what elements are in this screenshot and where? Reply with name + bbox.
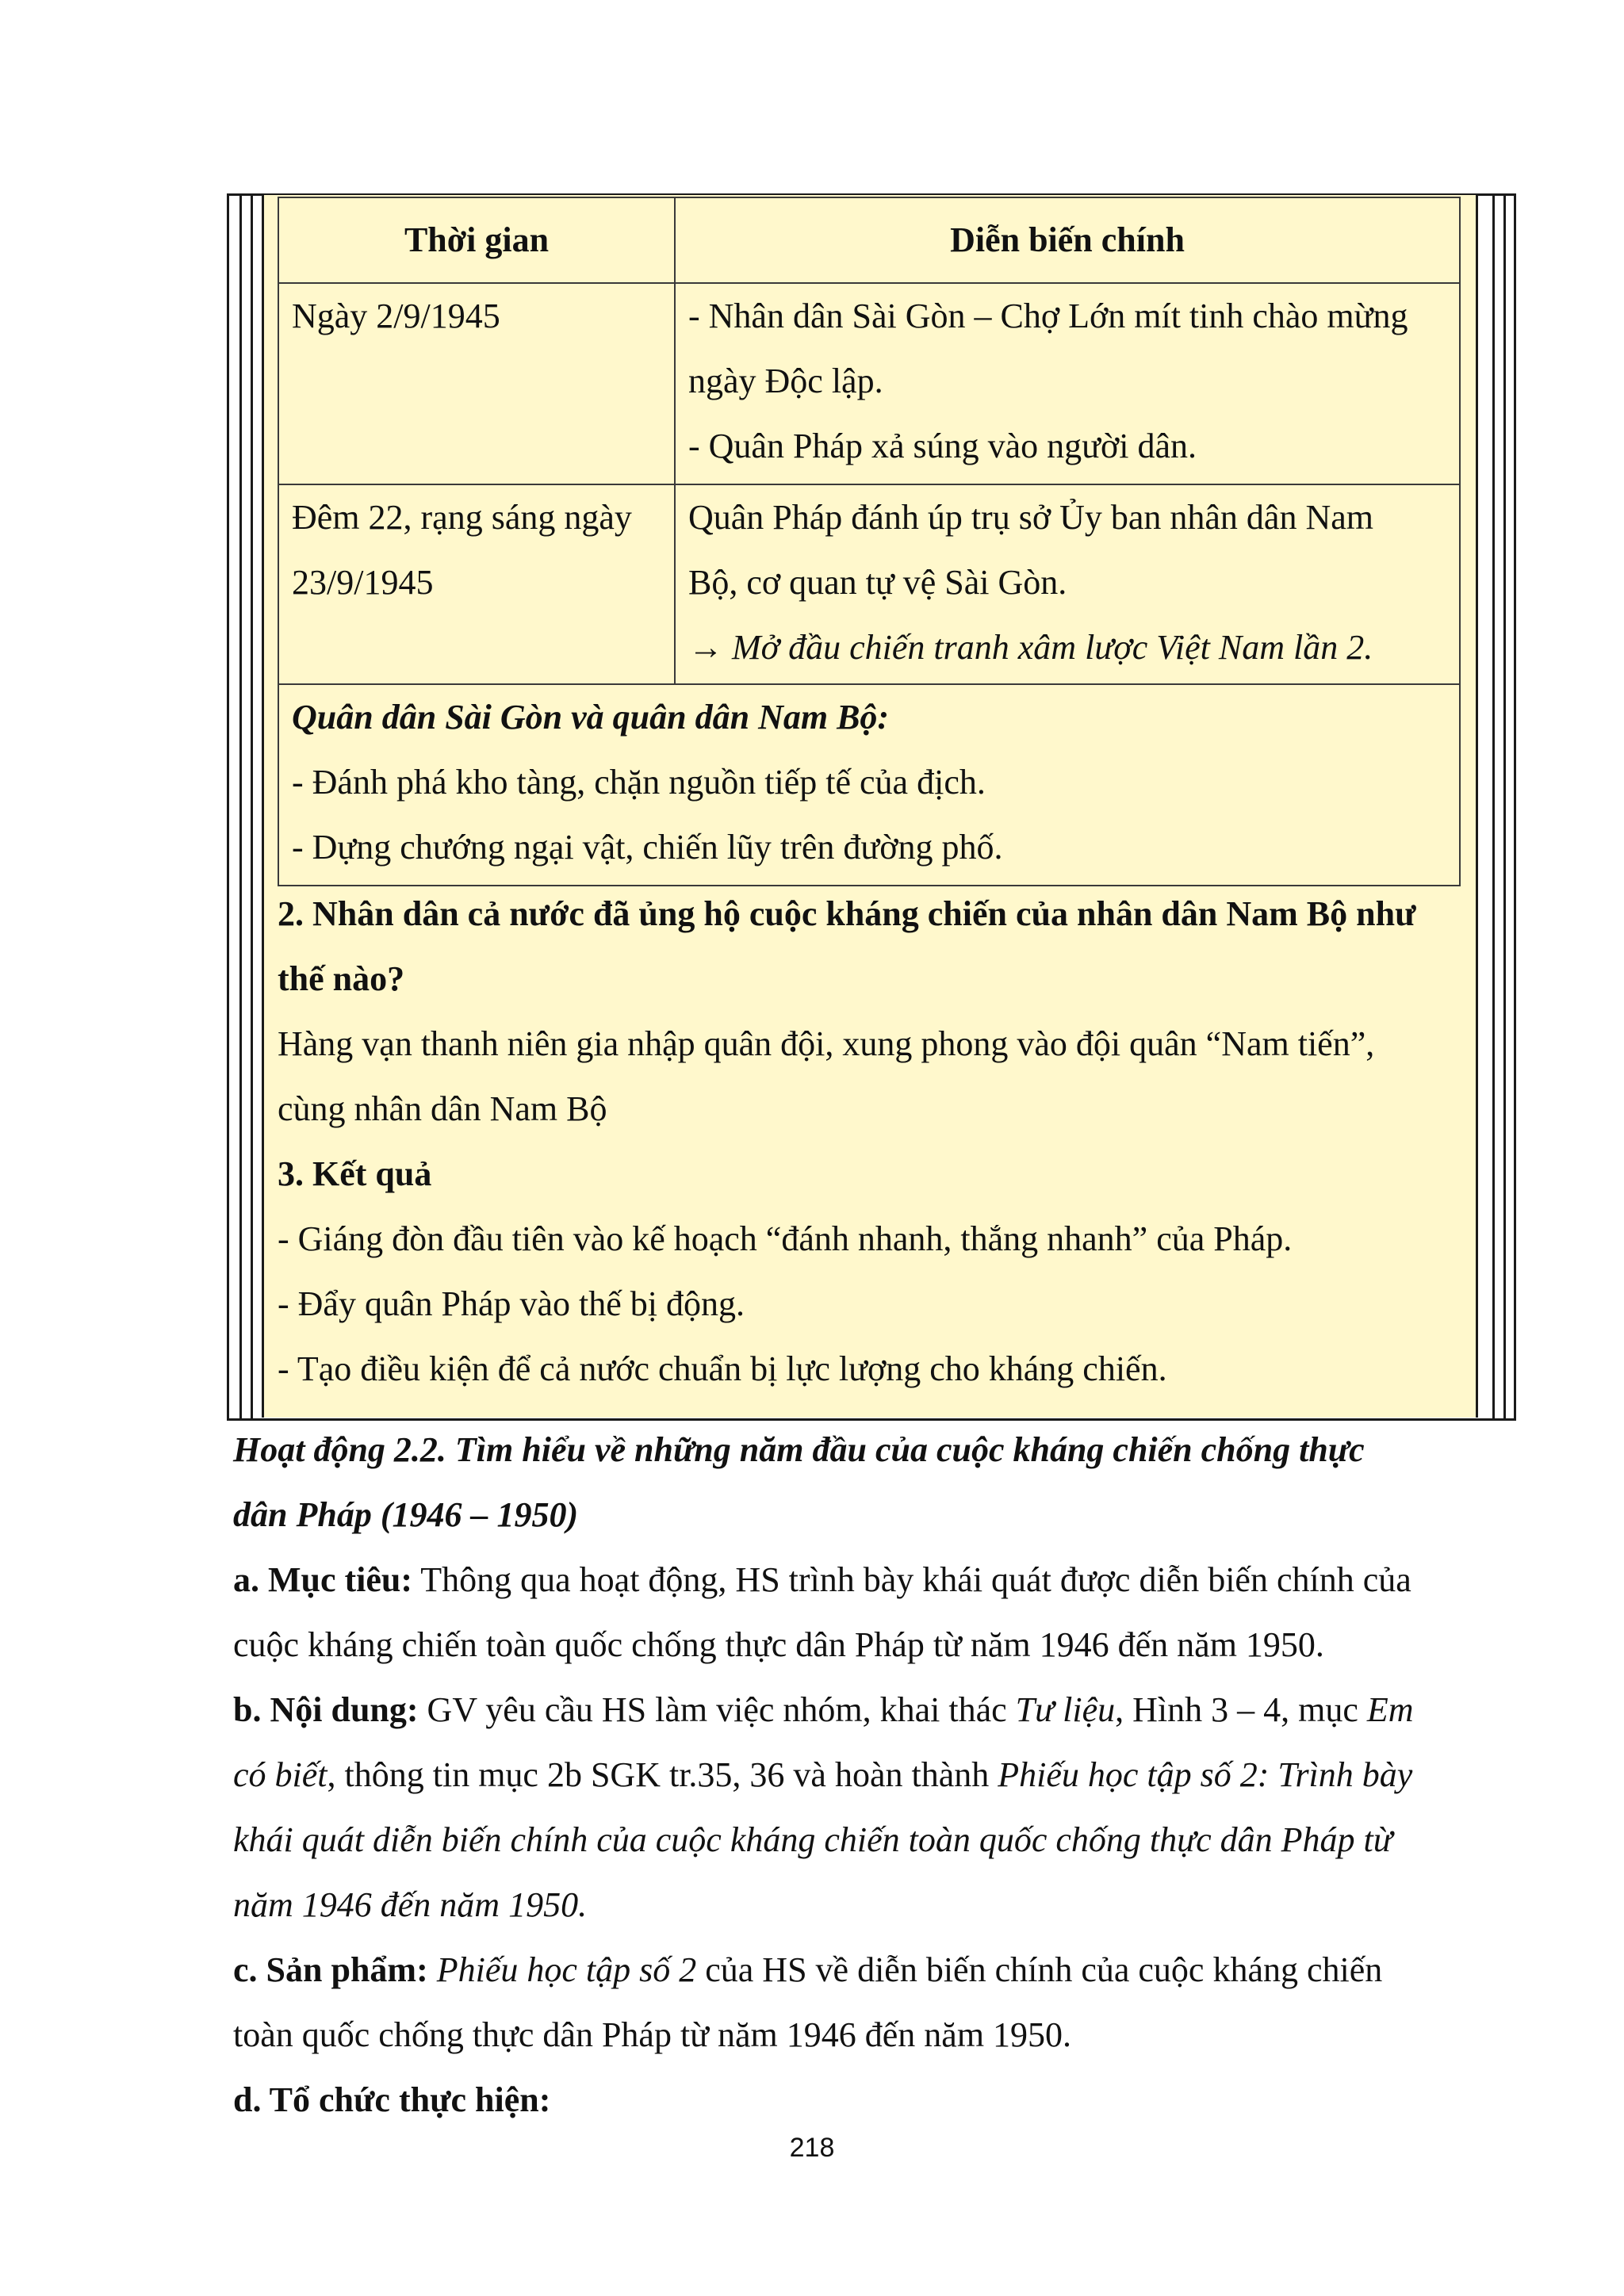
section-c-text: của HS về diễn biến chính của cuộc kháng chiến (696, 1950, 1383, 1989)
cell-events (675, 484, 1460, 684)
timeline-table (278, 197, 1461, 886)
section-c (233, 1938, 1478, 2068)
section-b-italic: Em (1366, 1690, 1414, 1729)
section-a-label: a. Mục tiêu: (233, 1560, 413, 1599)
event-line: Quân Pháp đánh úp trụ sở Ủy ban nhân dân Nam (688, 498, 1373, 537)
section-b-italic: Phiếu học tập số 2: Trình bày (998, 1755, 1413, 1794)
q2-answer (278, 1012, 1467, 1142)
activity-title-line: dân Pháp (1946 – 1950) (233, 1495, 579, 1534)
q3-title: 3. Kết quả (278, 1154, 432, 1193)
section-c-text: toàn quốc chống thực dân Pháp từ năm 1946 đến năm 1950. (233, 2015, 1072, 2054)
section-d-label: d. Tổ chức thực hiện: (233, 2080, 551, 2119)
section-b-italic: có biết (233, 1755, 327, 1794)
page-number: 218 (789, 2133, 835, 2163)
list-item: - Tạo điều kiện để cả nước chuẩn bị lực lượng cho kháng chiến. (278, 1349, 1167, 1388)
activity-title-line: Hoạt động 2.2. Tìm hiểu về những năm đầu của cuộc kháng chiến chống thực (233, 1430, 1365, 1469)
section-b-text: GV yêu cầu HS làm việc nhóm, khai thác (418, 1690, 1016, 1729)
q2-title-line: 2. Nhân dân cả nước đã ủng hộ cuộc kháng chiến của nhân dân Nam Bộ như (278, 894, 1416, 933)
cell-subheading (278, 684, 1460, 886)
time-text: 23/9/1945 (292, 563, 434, 602)
section-b-label: b. Nội dung: (233, 1690, 419, 1729)
section-a-text: cuộc kháng chiến toàn quốc chống thực dân Pháp từ năm 1946 đến năm 1950. (233, 1625, 1324, 1664)
activity-title (233, 1418, 1478, 1548)
event-line: - Nhân dân Sài Gòn – Chợ Lớn mít tinh chào mừng (688, 297, 1408, 335)
section-b (233, 1678, 1478, 1938)
header-events: Diễn biến chính (675, 197, 1460, 283)
consequence-line: → Mở đầu chiến tranh xâm lược Việt Nam lần 2. (688, 628, 1373, 667)
table-header-row (278, 197, 1460, 283)
section-c-label: c. Sản phẩm: (233, 1950, 428, 1989)
cell-time (278, 283, 675, 484)
section-b-text: , thông tin mục 2b SGK tr.35, 36 và hoàn thành (327, 1755, 998, 1794)
table-row (278, 684, 1460, 886)
event-line: Bộ, cơ quan tự vệ Sài Gòn. (688, 563, 1067, 602)
list-item: - Đánh phá kho tàng, chặn nguồn tiếp tế của địch. (292, 763, 986, 802)
section-b-italic: khái quát diễn biến chính của cuộc kháng chiến toàn quốc chống thực dân Pháp từ (233, 1820, 1392, 1859)
section-b-text: , Hình 3 – 4, mục (1115, 1690, 1367, 1729)
section-a (233, 1548, 1478, 1678)
time-text: Ngày 2/9/1945 (292, 297, 500, 335)
q2-answer-line: cùng nhân dân Nam Bộ (278, 1089, 607, 1128)
list-item: - Giáng đòn đầu tiên vào kế hoạch “đánh nhanh, thắng nhanh” của Pháp. (278, 1219, 1293, 1258)
q2-answer-line: Hàng vạn thanh niên gia nhập quân đội, xung phong vào đội quân “Nam tiến”, (278, 1024, 1375, 1063)
subheading: Quân dân Sài Gòn và quân dân Nam Bộ: (292, 698, 890, 737)
event-line: - Quân Pháp xả súng vào người dân. (688, 427, 1197, 465)
table-row (278, 484, 1460, 684)
cell-time (278, 484, 675, 684)
section-a-text: Thông qua hoạt động, HS trình bày khái quát được diễn biến chính của (412, 1560, 1411, 1599)
q3-list (278, 1207, 1467, 1402)
section-c-italic: Phiếu học tập số 2 (427, 1950, 697, 1989)
header-time: Thời gian (278, 197, 675, 283)
section-b-italic: năm 1946 đến năm 1950. (233, 1885, 588, 1924)
time-text: Đêm 22, rạng sáng ngày (292, 498, 632, 537)
cell-events (675, 283, 1460, 484)
list-item: - Đẩy quân Pháp vào thế bị động. (278, 1284, 745, 1323)
table-row (278, 283, 1460, 484)
section-b-italic: Tư liệu (1015, 1690, 1116, 1729)
list-item: - Dựng chướng ngại vật, chiến lũy trên đường phố. (292, 828, 1003, 867)
event-line: ngày Độc lập. (688, 362, 883, 400)
q2-title-line: thế nào? (278, 959, 405, 998)
q2-title (278, 882, 1467, 1012)
